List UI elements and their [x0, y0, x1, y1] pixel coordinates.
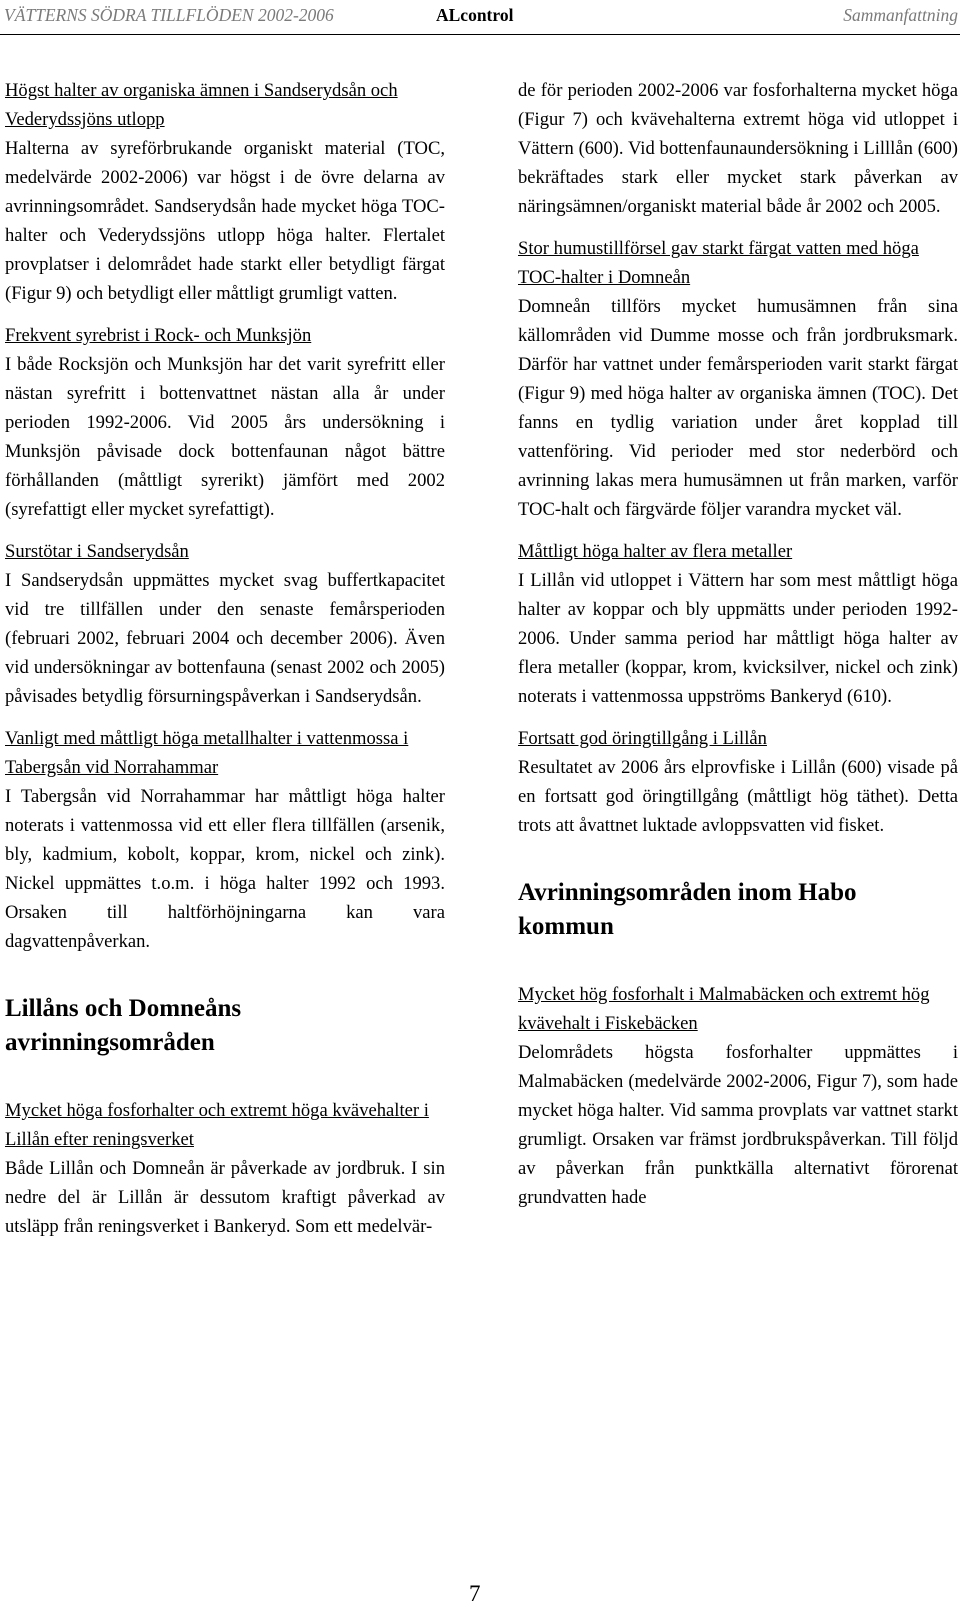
paragraph-text: I Lillån vid utloppet i Vättern har som mest måttligt höga halter av koppar och bly uppmätts under perioden 1992-2006. Under samma period har måttligt höga halter av flera metaller (koppar, krom, kvicksilver, nickel och zink) noterats i vattenmossa uppströms Bankeryd (610).: [518, 570, 958, 707]
subheading: Högst halter av organiska ämnen i Sandserydsån och Vederydssjöns utlopp: [5, 80, 398, 130]
paragraph-text: I både Rocksjön och Munksjön har det varit syrefritt eller nästan syrefritt i bottenvattnet nästan alla år under perioden 1992-2006. Vid 2005 års undersökning i Munksjön påvisade dock bottenfaunan något bättre förhållanden (måttligt syrerikt) jämfört med 2002 (syrefattigt eller mycket syrefattigt).: [5, 354, 445, 520]
paragraph-text: Delområdets högsta fosforhalter uppmättes i Malmabäcken (medelvärde 2002-2006, Figur 7), som hade mycket höga halter. Vid samma provplats var vattnet starkt grumligt. Orsaken var främst jordbrukspåverkan. Till följd av påverkan från punktkälla alternativt förorenat grundvatten hade: [518, 1042, 958, 1208]
paragraph: [518, 537, 958, 711]
paragraph: [518, 234, 958, 524]
paragraph: [5, 724, 445, 956]
paragraph: [5, 537, 445, 711]
paragraph: [518, 724, 958, 840]
paragraph-text: Både Lillån och Domneån är påverkade av jordbruk. I sin nedre del är Lillån är dessutom kraftigt påverkad av utsläpp från reningsverket i Bankeryd. Som ett medelvär-: [5, 1158, 445, 1237]
paragraph-text: I Tabergsån vid Norrahammar har måttligt höga halter noterats i vattenmossa vid ett eller flera tillfällen (arsenik, bly, kadmium, kobolt, koppar, krom, nickel och zink). Nickel uppmättes t.o.m. i höga halter 1992 och 1993. Orsaken till haltförhöjningarna kan vara dagvattenpåverkan.: [5, 786, 445, 952]
company-name: ALcontrol: [436, 5, 514, 25]
paragraph: [5, 1096, 445, 1241]
paragraph-text: Resultatet av 2006 års elprovfiske i Lillån (600) visade på en fortsatt god öringtillgång (måttligt hög täthet). Detta trots att åvattnet luktade avloppsvatten vid fisket.: [518, 757, 958, 836]
paragraph-text: Domneån tillförs mycket humusämnen från sina källområden vid Dumme mosse och från jordbruksmark. Därför har vattnet under femårsperioden varit starkt färgat (Figur 9) med höga halter av organiska ämnen (TOC). Det fanns en tydlig variation under året kopplad till vattenföring. Vid perioder med stor nederbörd och avrinning lakas mera humusämnen ut från marken, varför TOC-halt och färgvärde följer varandra mycket väl.: [518, 296, 958, 520]
paragraph-text: I Sandserydsån uppmättes mycket svag buffertkapacitet vid tre tillfällen under den senaste femårsperioden (februari 2002, februari 2004 och december 2006). Även vid undersökningar av bottenfauna (senast 2002 och 2005) påvisades betydlig försurningspåverkan i Sandserydsån.: [5, 570, 445, 707]
section-title: Avrinningsområden inom Habo kommun: [518, 879, 857, 940]
subheading: Fortsatt god öringtillgång i Lillån: [518, 728, 767, 749]
subheading: Frekvent syrebrist i Rock- och Munksjön: [5, 325, 312, 346]
subheading: Vanligt med måttligt höga metallhalter i vattenmossa i Tabergsån vid Norrahammar: [5, 728, 409, 778]
header-divider: [0, 34, 960, 35]
right-column: [518, 76, 958, 1212]
paragraph: [518, 980, 958, 1212]
subheading: Måttligt höga halter av flera metaller: [518, 541, 793, 562]
report-title: VÄTTERNS SÖDRA TILLFLÖDEN 2002-2006: [4, 5, 334, 25]
paragraph-text: Halterna av syreförbrukande organiskt material (TOC, medelvärde 2002-2006) var högst i de övre delarna av avrinningsområdet. Sandserydsån hade mycket höga TOC-halter och Vederydssjöns utlopp höga halter. Flertalet provplatser i delområdet hade starkt eller betydligt färgat (Figur 9) och betydligt eller måttligt grumligt vatten.: [5, 138, 445, 304]
paragraph: [5, 321, 445, 524]
subheading: Mycket hög fosforhalt i Malmabäcken och extremt hög kvävehalt i Fiskebäcken: [518, 984, 930, 1034]
paragraph: [518, 76, 958, 221]
subheading: Mycket höga fosforhalter och extremt höga kvävehalter i Lillån efter reningsverket: [5, 1100, 429, 1150]
chapter-name: Sammanfattning: [843, 5, 958, 25]
subheading: Surstötar i Sandserydsån: [5, 541, 189, 562]
page-header: [0, 0, 960, 34]
paragraph: [5, 76, 445, 308]
paragraph-text: de för perioden 2002-2006 var fosforhalterna mycket höga (Figur 7) och kvävehalterna extremt höga vid utloppet i Vättern (600). Vid bottenfaunaundersökning i Lilllån (600) bekräftades stark eller mycket stark påverkan av näringsämnen/organiskt material både år 2002 och 2005.: [518, 80, 958, 217]
section-title: Lillåns och Domneåns avrinningsområden: [5, 995, 242, 1056]
subheading: Stor humustillförsel gav starkt färgat vatten med höga TOC-halter i Domneån: [518, 238, 919, 288]
page-number: 7: [469, 1581, 481, 1606]
left-column: [5, 76, 445, 1241]
